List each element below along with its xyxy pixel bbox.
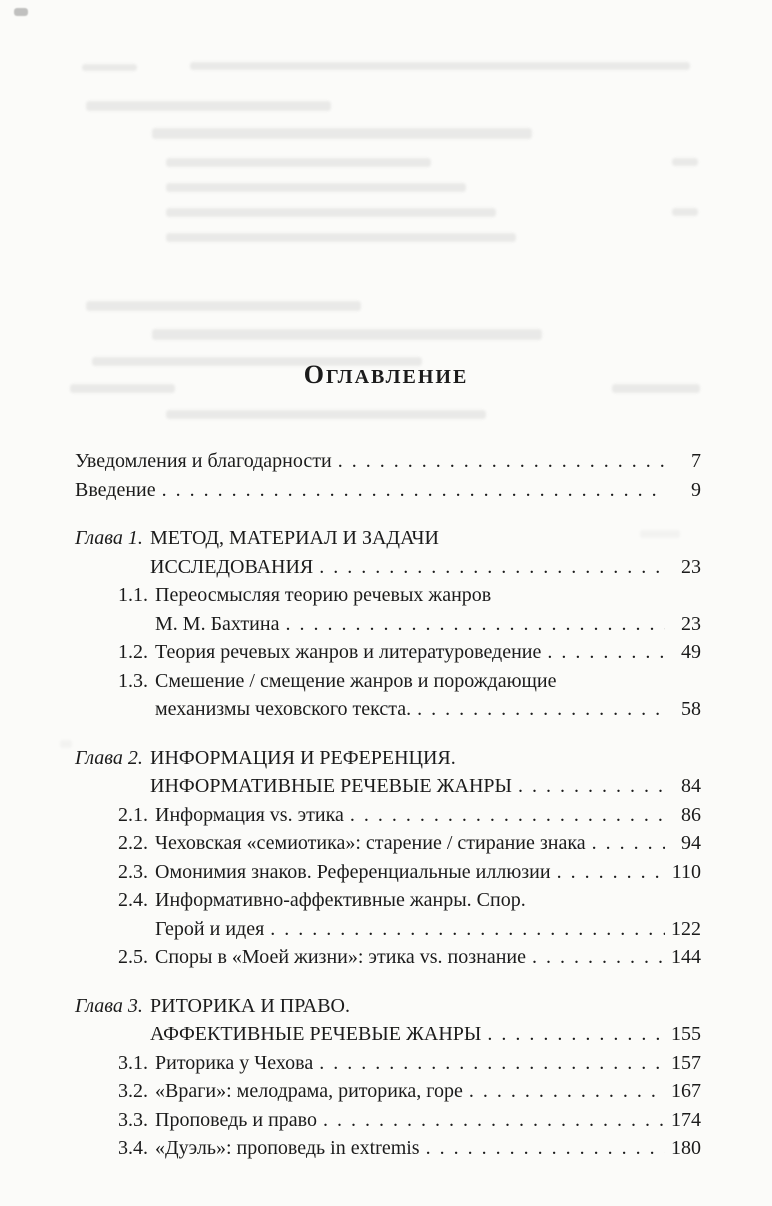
showthrough-line — [86, 301, 361, 311]
toc-section-entry — [118, 943, 701, 972]
page-number: 144 — [671, 946, 701, 968]
dot-leader — [319, 553, 665, 582]
toc-section-entry — [118, 1049, 701, 1078]
toc-section-entry — [118, 858, 701, 887]
dot-leader — [547, 638, 665, 667]
dot-leader — [350, 801, 665, 830]
page-number: 122 — [671, 917, 701, 940]
section-number: 3.2. — [118, 1080, 148, 1102]
toc-section-entry — [118, 638, 701, 667]
section-number: 1.2. — [118, 641, 148, 663]
page-number: 23 — [681, 555, 701, 578]
showthrough-line — [82, 64, 137, 71]
chapter-title-row — [75, 1020, 701, 1049]
toc-section-entry — [118, 886, 701, 915]
chapter-sections — [75, 581, 701, 724]
section-number: 2.3. — [118, 860, 148, 883]
chapter-title-row — [75, 992, 701, 1021]
entry-text: Омонимия знаков. Референциальные иллюзии — [155, 860, 551, 883]
chapter-label: Глава 2. — [75, 746, 143, 769]
entry-text: Риторика у Чехова — [155, 1051, 314, 1074]
dot-leader — [417, 695, 665, 724]
chapter-label: Глава 3. — [75, 994, 143, 1017]
entry-text: Уведомления и благодарности — [75, 450, 332, 472]
entry-text: Споры в «Моей жизни»: этика vs. познание — [155, 946, 526, 968]
page-number: 155 — [671, 1023, 701, 1045]
section-number: 3.1. — [118, 1051, 148, 1074]
entry-text: Переосмысляя теорию речевых жанров — [155, 584, 492, 606]
showthrough-line — [672, 208, 698, 216]
section-number: 2.4. — [118, 889, 148, 911]
entry-text: механизмы чеховского текста. — [155, 698, 412, 720]
showthrough-line — [190, 62, 690, 70]
section-number: 1.3. — [118, 669, 148, 692]
section-number: 1.1. — [118, 584, 148, 606]
section-number: 2.2. — [118, 832, 148, 854]
entry-text: Теория речевых жанров и литературоведение — [155, 641, 542, 663]
entry-text: Введение — [75, 478, 156, 501]
toc-section-entry — [118, 581, 701, 610]
section-number: 3.3. — [118, 1108, 148, 1131]
entry-text: Смешение / смещение жанров и порождающие — [155, 669, 557, 692]
page-number: 167 — [671, 1080, 701, 1102]
chapter-title-row — [75, 772, 701, 801]
chapter-title: ИНФОРМАТИВНЫЕ РЕЧЕВЫЕ ЖАНРЫ — [150, 775, 512, 797]
showthrough-line — [166, 158, 431, 167]
page-number: 86 — [681, 803, 701, 826]
toc-section-entry — [118, 1077, 701, 1106]
showthrough-line — [166, 233, 516, 242]
showthrough-line — [166, 183, 466, 192]
chapter-title: ИНФОРМАЦИЯ И РЕФЕРЕНЦИЯ. — [150, 746, 456, 769]
dot-leader — [557, 858, 665, 887]
dot-leader — [426, 1134, 665, 1163]
dot-leader — [285, 610, 665, 639]
chapter-sections — [75, 801, 701, 972]
toc-list — [75, 447, 701, 1163]
toc-title: ОГЛАВЛЕНИЕ — [303, 360, 469, 389]
page-number: 84 — [681, 775, 701, 797]
toc-front-entry — [75, 476, 701, 505]
toc-front-entry — [75, 447, 701, 476]
page-number: 58 — [681, 698, 701, 720]
chapter-title: АФФЕКТИВНЫЕ РЕЧЕВЫЕ ЖАНРЫ — [150, 1023, 482, 1045]
entry-text: Информативно-аффективные жанры. Спор. — [155, 889, 526, 911]
entry-text: Проповедь и право — [155, 1108, 317, 1131]
page-number: 180 — [671, 1137, 701, 1159]
toc-chapter — [75, 524, 701, 724]
dot-leader — [592, 829, 665, 858]
page-number: 94 — [681, 832, 701, 854]
dot-leader — [338, 447, 665, 476]
chapter-label: Глава 1. — [75, 527, 143, 549]
page-number: 174 — [671, 1108, 701, 1131]
entry-text: «Враги»: мелодрама, риторика, горе — [155, 1080, 463, 1102]
dot-leader — [162, 476, 665, 505]
toc-section-entry-continuation — [118, 915, 701, 944]
section-number: 2.1. — [118, 803, 148, 826]
showthrough-line — [672, 158, 698, 166]
showthrough-line — [152, 329, 542, 340]
dot-leader — [323, 1106, 665, 1135]
scan-speck — [14, 8, 28, 16]
page-number: 7 — [691, 450, 701, 472]
toc-chapter — [75, 744, 701, 972]
entry-text: Чеховская «семиотика»: старение / стирание знака — [155, 832, 586, 854]
chapter-title-row — [75, 524, 701, 553]
page-number: 49 — [681, 641, 701, 663]
dot-leader — [270, 915, 665, 944]
chapter-title: ИССЛЕДОВАНИЯ — [150, 555, 314, 578]
chapter-sections — [75, 1049, 701, 1163]
chapter-title: МЕТОД, МАТЕРИАЛ И ЗАДАЧИ — [150, 527, 439, 549]
toc-section-entry — [118, 667, 701, 696]
page-number: 23 — [681, 612, 701, 635]
toc-chapter — [75, 992, 701, 1163]
dot-leader — [319, 1049, 665, 1078]
section-number: 2.5. — [118, 946, 148, 968]
page-number: 9 — [691, 478, 701, 501]
entry-text: «Дуэль»: проповедь in extremis — [155, 1137, 420, 1159]
dot-leader — [532, 943, 665, 972]
entry-text: Герой и идея — [155, 917, 265, 940]
showthrough-line — [166, 208, 496, 217]
entry-text: Информация vs. этика — [155, 803, 344, 826]
toc-section-entry-continuation — [118, 695, 701, 724]
showthrough-line — [60, 740, 72, 748]
chapter-title-row — [75, 744, 701, 773]
toc-section-entry — [118, 829, 701, 858]
dot-leader — [469, 1077, 665, 1106]
toc-section-entry — [118, 801, 701, 830]
section-number: 3.4. — [118, 1137, 148, 1159]
showthrough-line — [166, 410, 486, 419]
toc-section-entry-continuation — [118, 610, 701, 639]
showthrough-line — [86, 101, 331, 111]
toc-section-entry — [118, 1106, 701, 1135]
chapter-title-row — [75, 553, 701, 582]
page-number: 157 — [671, 1051, 701, 1074]
showthrough-line — [152, 128, 532, 139]
chapter-title: РИТОРИКА И ПРАВО. — [150, 994, 350, 1017]
entry-text: М. М. Бахтина — [155, 612, 280, 635]
toc-section-entry — [118, 1134, 701, 1163]
dot-leader — [518, 772, 665, 801]
page-number: 110 — [671, 860, 701, 883]
dot-leader — [487, 1020, 665, 1049]
